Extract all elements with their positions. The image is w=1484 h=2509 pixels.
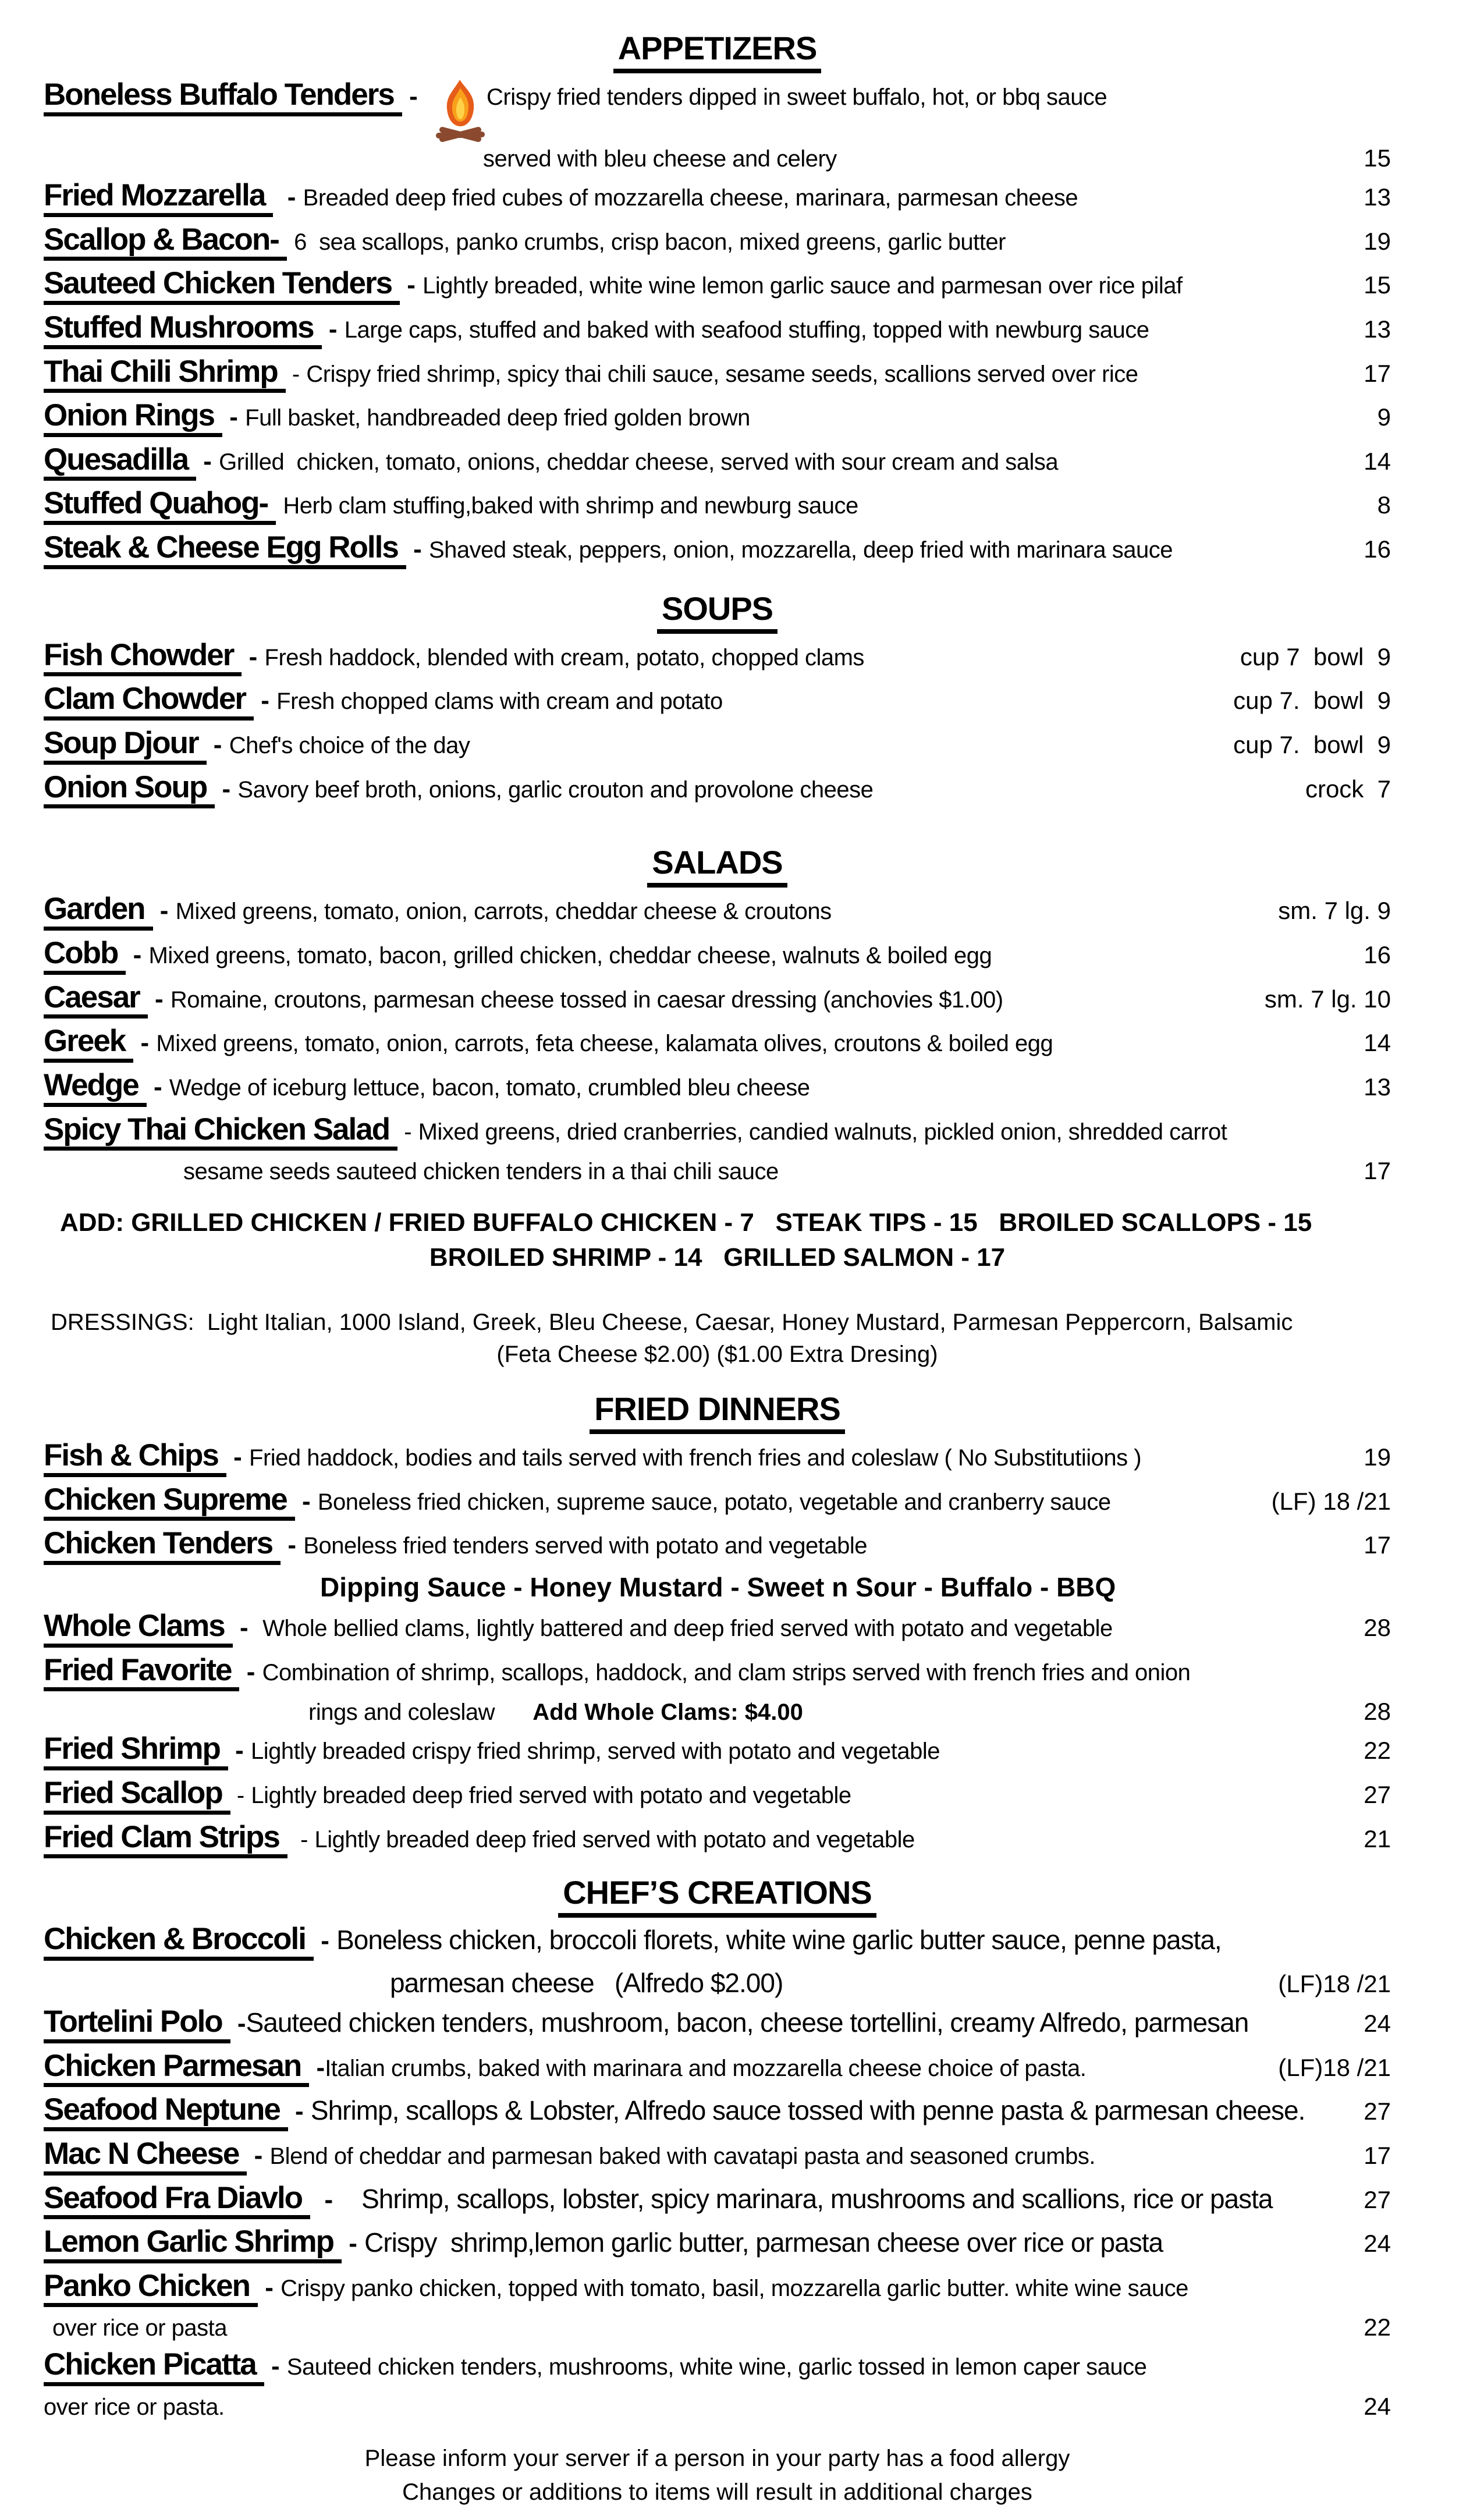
- section-chef-s-creations: [44, 1873, 1391, 2421]
- item-separator: [276, 491, 283, 520]
- item-price: 24: [1364, 2393, 1391, 2421]
- item-name: Seafood Neptune: [44, 2093, 288, 2131]
- section-title: [44, 1390, 1391, 1428]
- item-name: Greek: [44, 1025, 133, 1063]
- item-line2: [44, 1157, 1391, 1185]
- item-separator: -: [226, 1443, 250, 1472]
- item-description: Boneless fried chicken, supreme sauce, potato, vegetable and cranberry sauce: [317, 1489, 1111, 1515]
- menu-item: [44, 1113, 1391, 1151]
- item-separator: -: [273, 183, 303, 211]
- item-separator: -: [239, 1657, 262, 1686]
- item-name: Fried Favorite: [44, 1654, 239, 1692]
- item-separator: -: [287, 2097, 311, 2126]
- item-name: Garden: [44, 893, 153, 931]
- item-name: Caesar: [44, 981, 148, 1019]
- item-description: Lightly breaded deep fried served with potato and vegetable: [314, 1826, 915, 1853]
- menu-item: [44, 2182, 1391, 2220]
- item-price: 28: [1364, 1698, 1391, 1726]
- section-title-text: FRIED DINNERS: [590, 1390, 845, 1434]
- item-price: sm. 7 lg. 9: [1278, 897, 1391, 925]
- item-name: Fried Scallop: [44, 1777, 230, 1815]
- menu-item: [44, 399, 1391, 437]
- item-name: Fish & Chips: [44, 1439, 226, 1477]
- item-description: Crispy panko chicken, topped with tomato, basil, mozzarella garlic butter. white wine sauce: [281, 2275, 1188, 2301]
- menu-item: [44, 1733, 1391, 1770]
- item-description: Sauteed chicken tenders, mushrooms, white wine, garlic tossed in lemon caper sauce: [286, 2354, 1147, 2380]
- section-extra: BROILED SHRIMP - 14 GRILLED SALMON - 17: [429, 1243, 1006, 1272]
- item-separator: -: [400, 271, 423, 300]
- menu-item: [44, 2348, 1391, 2386]
- menu-item: [44, 356, 1391, 393]
- menu-item: [44, 223, 1391, 261]
- item-price: 21: [1364, 1825, 1391, 1853]
- item-name: Scallop & Bacon-: [44, 223, 287, 261]
- item-description: Blend of cheddar and parmesan baked with cavatapi pasta and seasoned crumbs.: [269, 2143, 1095, 2169]
- item-description: Fried haddock, bodies and tails served with french fries and coleslaw ( No Substitutiions ): [249, 1445, 1142, 1471]
- item-description: Whole bellied clams, lightly battered and deep fried served with potato and vegetable: [262, 1616, 1113, 1642]
- item-separator: -: [242, 642, 265, 671]
- menu-item: [44, 443, 1391, 481]
- item-separator: -: [126, 940, 149, 969]
- item-price: 22: [1364, 1737, 1391, 1765]
- item-description: Large caps, stuffed and baked with seafood stuffing, topped with newburg sauce: [344, 317, 1149, 343]
- item-price: 13: [1364, 183, 1391, 211]
- item-description: Wedge of iceburg lettuce, bacon, tomato, crumbled bleu cheese: [169, 1074, 810, 1101]
- section-title-text: SALADS: [647, 844, 787, 888]
- item-description: Sauteed chicken tenders, mushroom, bacon, cheese tortellini, creamy Alfredo, parmesan: [246, 2007, 1249, 2038]
- item-price: 27: [1364, 1781, 1391, 1809]
- item-line2-text: sesame seeds sauteed chicken tenders in a thai chili sauce: [183, 1159, 779, 1185]
- item-separator: -: [310, 2185, 362, 2214]
- item-description: Mixed greens, tomato, onion, carrots, feta cheese, kalamata olives, croutons & boiled egg: [156, 1031, 1053, 1057]
- item-separator: -: [254, 686, 277, 715]
- item-separator: -: [313, 1926, 337, 1956]
- item-line2-text: parmesan cheese (Alfredo $2.00): [390, 1967, 783, 1998]
- section-title: [44, 1873, 1391, 1911]
- item-separator: -: [309, 2053, 325, 2082]
- item-name: Chicken Supreme: [44, 1484, 295, 1521]
- menu-item: [44, 311, 1391, 349]
- item-description: Mixed greens, tomato, onion, carrots, cheddar cheese & croutons: [175, 899, 832, 925]
- item-name: Stuffed Mushrooms: [44, 311, 322, 349]
- section-title-text: SOUPS: [657, 590, 777, 634]
- item-separator: -: [133, 1028, 157, 1057]
- menu-item: [44, 1069, 1391, 1107]
- item-line2-text: over rice or pasta.: [44, 2394, 225, 2421]
- item-name: Chicken & Broccoli: [44, 1923, 314, 1961]
- menu-item: [44, 727, 1391, 765]
- item-separator: -: [152, 896, 176, 925]
- item-subline: [44, 1571, 1391, 1603]
- item-description: Mixed greens, dried cranberries, candied walnuts, pickled onion, shredded carrot: [418, 1119, 1227, 1145]
- item-price: 27: [1364, 2098, 1391, 2125]
- section-salads: [44, 843, 1391, 1368]
- menu-item: [44, 1484, 1391, 1521]
- section-title: [44, 590, 1391, 627]
- item-name: Soup Djour: [44, 727, 207, 765]
- menu-item: [44, 981, 1391, 1019]
- item-description: Fresh chopped clams with cream and potato: [276, 689, 723, 715]
- item-separator: -: [285, 361, 307, 387]
- footer-allergy-note: Please inform your server if a person in your party has a food allergy: [364, 2446, 1070, 2472]
- item-price: cup 7 bowl 9: [1240, 643, 1391, 670]
- menu-item: [44, 1025, 1391, 1063]
- item-description: Lightly breaded, white wine lemon garlic sauce and parmesan over rice pilaf: [423, 273, 1183, 299]
- item-price: 19: [1364, 1443, 1391, 1471]
- item-description: Chef's choice of the day: [229, 733, 470, 759]
- item-price: 17: [1364, 2141, 1391, 2169]
- footer: [44, 2441, 1391, 2509]
- item-name: Lemon Garlic Shrimp: [44, 2226, 342, 2263]
- item-name: Stuffed Quahog-: [44, 487, 276, 525]
- item-name: Spicy Thai Chicken Salad: [44, 1113, 397, 1151]
- menu-item: [44, 2006, 1391, 2043]
- item-name: Quesadilla: [44, 443, 196, 481]
- section-extra: DRESSINGS: Light Italian, 1000 Island, Greek, Bleu Cheese, Caesar, Honey Mustard, Parmesan Peppercorn, Balsamic: [51, 1309, 1293, 1336]
- section-title: [44, 843, 1391, 881]
- item-line2: [44, 1698, 1391, 1726]
- item-name: Seafood Fra Diavlo: [44, 2182, 310, 2220]
- item-description: Crispy shrimp,lemon garlic butter, parmesan cheese over rice or pasta: [364, 2227, 1163, 2258]
- menu-item: [44, 2050, 1391, 2088]
- item-name: Fried Mozzarella: [44, 179, 273, 217]
- item-price: 24: [1364, 2230, 1391, 2258]
- item-separator: -: [196, 446, 219, 475]
- item-name: Steak & Cheese Egg Rolls: [44, 531, 406, 569]
- menu-item: [44, 267, 1391, 305]
- item-description: Mixed greens, tomato, bacon, grilled chicken, cheddar cheese, walnuts & boiled egg: [148, 942, 992, 968]
- item-name: Whole Clams: [44, 1610, 233, 1648]
- section-extra: ADD: GRILLED CHICKEN / FRIED BUFFALO CHICKEN - 7 STEAK TIPS - 15 BROILED SCALLOPS - 15: [60, 1208, 1312, 1237]
- item-description: Full basket, handbreaded deep fried golden brown: [245, 405, 750, 431]
- item-name: Onion Soup: [44, 771, 215, 809]
- item-price: 15: [1364, 144, 1391, 172]
- item-line2: [44, 144, 1391, 172]
- item-description: Crispy fried shrimp, spicy thai chili sauce, sesame seeds, scallions served over rice: [306, 361, 1138, 387]
- item-price: 15: [1364, 271, 1391, 299]
- menu-item: [44, 1527, 1391, 1565]
- campfire-icon: [435, 79, 485, 144]
- item-price: 19: [1364, 227, 1391, 255]
- item-name: Thai Chili Shrimp: [44, 356, 286, 393]
- section-title-text: APPETIZERS: [613, 30, 822, 73]
- item-price: cup 7. bowl 9: [1233, 687, 1391, 715]
- menu-item: [44, 2093, 1391, 2131]
- item-price: 17: [1364, 1157, 1391, 1185]
- item-separator: -: [146, 1072, 169, 1101]
- menu-item: [44, 1821, 1391, 1859]
- menu-item: [44, 1610, 1391, 1648]
- footer-charges-note: Changes or additions to items will result in additional charges: [402, 2479, 1032, 2506]
- item-price: 13: [1364, 315, 1391, 343]
- item-description: 6 sea scallops, panko crumbs, crisp bacon, mixed greens, garlic butter: [294, 229, 1006, 255]
- item-separator: -: [257, 2273, 281, 2302]
- menu-item: [44, 487, 1391, 525]
- item-line2-text: rings and coleslaw: [308, 1699, 495, 1726]
- item-name: Chicken Parmesan: [44, 2050, 309, 2088]
- item-name: Panko Chicken: [44, 2270, 258, 2308]
- item-line2-text: over rice or pasta: [52, 2315, 228, 2341]
- item-separator: -: [406, 535, 429, 564]
- item-name: Fried Clam Strips: [44, 1821, 287, 1859]
- item-name: Tortelini Polo: [44, 2006, 230, 2043]
- item-description: Lightly breaded deep fried served with potato and vegetable: [251, 1783, 851, 1809]
- item-separator: -: [342, 2229, 365, 2258]
- item-description: Shaved steak, peppers, onion, mozzarella, deep fried with marinara sauce: [428, 537, 1173, 563]
- item-price: 17: [1364, 359, 1391, 387]
- item-separator: -: [147, 984, 171, 1013]
- item-name: Chicken Tenders: [44, 1527, 281, 1565]
- item-description: Italian crumbs, baked with marinara and mozzarella cheese choice of pasta.: [325, 2055, 1087, 2081]
- item-price: (LF)18 /21: [1278, 2053, 1391, 2081]
- section-title: [44, 29, 1391, 67]
- item-separator: -: [247, 2141, 270, 2170]
- item-price: crock 7: [1305, 775, 1391, 803]
- item-description: Shrimp, scallops, lobster, spicy marinara, mushrooms and scallions, rice or pasta: [361, 2183, 1273, 2214]
- item-line2: [44, 2393, 1391, 2421]
- menu-item: [44, 639, 1391, 677]
- menu-item: [44, 1439, 1391, 1477]
- item-name: Wedge: [44, 1069, 147, 1107]
- section-extra: (Feta Cheese $2.00) ($1.00 Extra Dresing): [496, 1342, 938, 1368]
- item-separator: -: [264, 2352, 287, 2381]
- item-description: Crispy fried tenders dipped in sweet buffalo, hot, or bbq sauce: [486, 84, 1107, 110]
- item-name: Clam Chowder: [44, 683, 254, 721]
- item-description: Grilled chicken, tomato, onions, cheddar cheese, served with sour cream and salsa: [219, 449, 1059, 475]
- menu-item: [44, 1654, 1391, 1692]
- item-name: Sauteed Chicken Tenders: [44, 267, 400, 305]
- item-name: Boneless Buffalo Tenders: [44, 79, 402, 116]
- item-description: Herb clam stuffing,baked with shrimp and newburg sauce: [283, 493, 858, 519]
- item-price: 24: [1364, 2009, 1391, 2037]
- item-price: 14: [1364, 447, 1391, 475]
- item-line2: [44, 2313, 1391, 2341]
- item-price: 14: [1364, 1029, 1391, 1057]
- item-price: 13: [1364, 1073, 1391, 1101]
- item-description: Combination of shrimp, scallops, haddock, and clam strips served with french fries and onion: [262, 1659, 1191, 1685]
- item-separator: -: [222, 403, 246, 432]
- item-name: Cobb: [44, 937, 126, 975]
- item-name: Onion Rings: [44, 399, 222, 437]
- item-separator: -: [230, 1783, 251, 1809]
- item-separator: -: [230, 2008, 246, 2038]
- item-line2-note: Add Whole Clams: $4.00: [495, 1699, 803, 1726]
- section-title-text: CHEF’S CREATIONS: [558, 1874, 876, 1918]
- item-name: Fried Shrimp: [44, 1733, 228, 1770]
- section-soups: [44, 590, 1391, 809]
- item-description: Fresh haddock, blended with cream, potato, chopped clams: [264, 644, 864, 670]
- item-separator: -: [281, 1531, 304, 1560]
- item-description: Shrimp, scallops & Lobster, Alfredo sauce tossed with penne pasta & parmesan cheese.: [310, 2095, 1305, 2126]
- menu-item: [44, 1923, 1391, 1961]
- item-description: Breaded deep fried cubes of mozzarella cheese, marinara, parmesan cheese: [303, 185, 1078, 211]
- item-description: Romaine, croutons, parmesan cheese tossed in caesar dressing (anchovies $1.00): [170, 986, 1003, 1013]
- item-description: Lightly breaded crispy fried shrimp, served with potato and vegetable: [251, 1738, 940, 1765]
- menu-item: [44, 893, 1391, 931]
- item-separator: -: [206, 730, 229, 760]
- section-appetizers: [44, 29, 1391, 569]
- item-price: sm. 7 lg. 10: [1264, 985, 1391, 1013]
- item-separator: [287, 227, 294, 256]
- menu-item: [44, 771, 1391, 809]
- menu-item: [44, 2138, 1391, 2176]
- item-line2: [44, 1967, 1391, 1999]
- item-description: Savory beef broth, onions, garlic crouton and provolone cheese: [237, 776, 874, 803]
- item-separator: -: [397, 1119, 418, 1145]
- item-description: Boneless fried tenders served with potato and vegetable: [303, 1533, 867, 1559]
- item-price: 16: [1364, 535, 1391, 563]
- item-separator: -: [294, 1486, 318, 1516]
- item-price: 17: [1364, 1531, 1391, 1559]
- item-price: cup 7. bowl 9: [1233, 731, 1391, 759]
- item-price: 27: [1364, 2185, 1391, 2213]
- item-price: (LF) 18 /21: [1271, 1487, 1391, 1515]
- item-separator: -: [402, 82, 425, 111]
- item-price: 8: [1377, 491, 1391, 519]
- item-separator: -: [228, 1736, 251, 1765]
- menu-root: [44, 29, 1391, 2421]
- menu-item: [44, 937, 1391, 975]
- item-subline-text: Dipping Sauce - Honey Mustard - Sweet n Sour - Buffalo - BBQ: [320, 1572, 1116, 1603]
- item-price: (LF)18 /21: [1278, 1969, 1391, 1997]
- menu-item: [44, 179, 1391, 217]
- menu-item: [44, 1777, 1391, 1815]
- item-price: 16: [1364, 941, 1391, 968]
- menu-item: [44, 2226, 1391, 2263]
- item-price: 28: [1364, 1614, 1391, 1642]
- menu-item: [44, 531, 1391, 569]
- item-separator: -: [232, 1613, 263, 1642]
- item-separator: -: [321, 314, 345, 343]
- item-line2-text: served with bleu cheese and celery: [483, 146, 837, 172]
- menu-item: [44, 683, 1391, 721]
- menu-item: [44, 79, 1391, 138]
- item-price: 22: [1364, 2313, 1391, 2341]
- item-separator: -: [215, 774, 238, 803]
- item-name: Fish Chowder: [44, 639, 242, 677]
- item-name: Mac N Cheese: [44, 2138, 247, 2176]
- item-name: Chicken Picatta: [44, 2348, 264, 2386]
- section-fried-dinners: [44, 1390, 1391, 1858]
- item-price: 9: [1377, 403, 1391, 431]
- item-separator: -: [287, 1826, 315, 1853]
- menu-item: [44, 2270, 1391, 2308]
- item-description: Boneless chicken, broccoli florets, white wine garlic butter sauce, penne pasta,: [336, 1925, 1222, 1956]
